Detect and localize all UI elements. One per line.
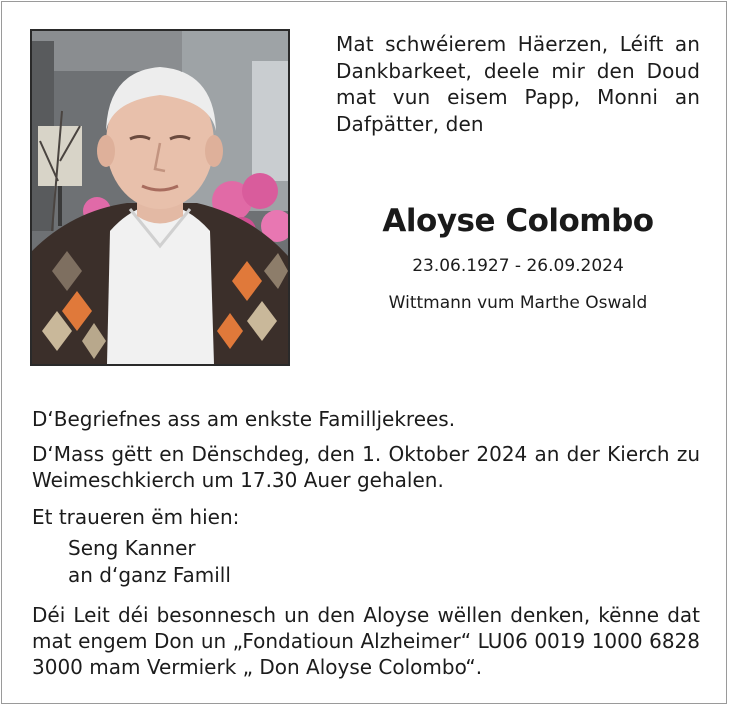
mourners-intro: Et traueren ëm hien: bbox=[32, 505, 240, 529]
life-dates: 23.06.1927 - 26.09.2024 bbox=[412, 256, 624, 276]
deceased-name: Aloyse Colombo bbox=[382, 203, 654, 239]
mourners-list bbox=[68, 535, 231, 589]
mass-note: D‘Mass gëtt en Dënschdeg, den 1. Oktober 2024 an der Kierch zu Weimeschkierch um 17.30 Auer gehalen. bbox=[32, 442, 700, 492]
burial-note: D‘Begriefnes ass am enkste Familljekrees. bbox=[32, 407, 456, 431]
portrait-photo bbox=[30, 29, 290, 366]
widower-line: Wittmann vum Marthe Oswald bbox=[388, 293, 648, 313]
portrait-photo-icon bbox=[32, 31, 288, 364]
mourner-line: an d‘ganz Famill bbox=[68, 563, 231, 587]
mourner-line: Seng Kanner bbox=[68, 536, 196, 560]
intro-text: Mat schwéierem Häerzen, Léift an Dankbarkeet, deele mir den Doud mat vun eisem Papp, Monni an Dafpätter, den bbox=[336, 32, 700, 136]
donation-note: Déi Leit déi besonnesch un den Aloyse wëllen denken, kënne dat mat engem Don un „Fondatioun Alzheimer“ LU06 0019 1000 6828 3000 mam Vermierk „ Don Aloyse Colombo“. bbox=[32, 603, 700, 679]
